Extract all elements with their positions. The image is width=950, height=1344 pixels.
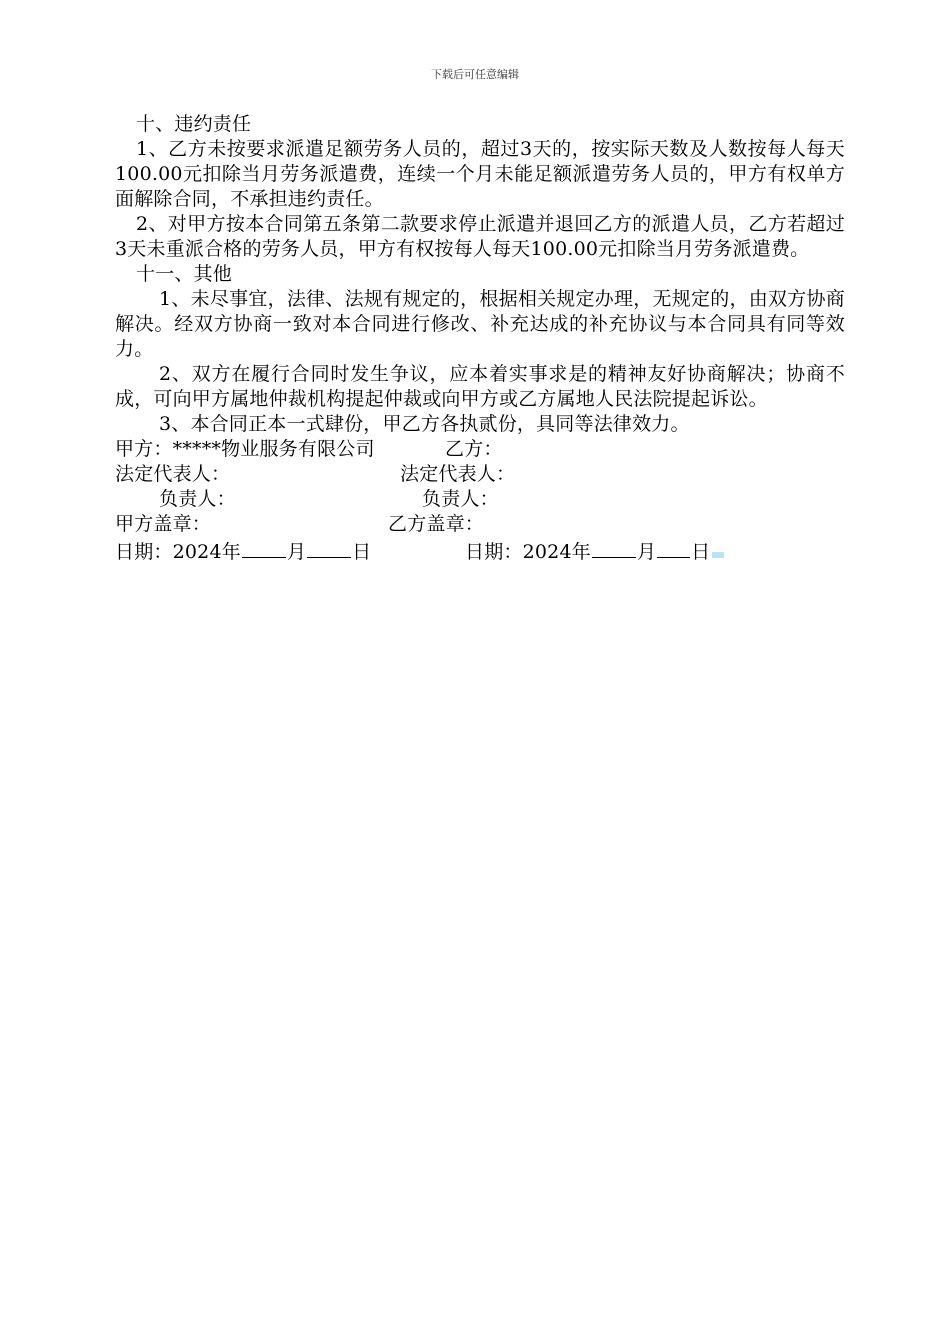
month-unit-a: 月 xyxy=(286,541,307,563)
date-label-b: 日期： xyxy=(465,541,523,563)
signature-party-row xyxy=(115,437,845,462)
party-a-responsible: 负责人： xyxy=(159,488,236,510)
section-11-paragraph-2: 2、双方在履行合同时发生争议，应本着实事求是的精神友好协商解决；协商不成，可向甲方属地仲裁机构提起仲裁或向甲方或乙方属地人民法院提起诉讼。 xyxy=(115,363,845,410)
party-a-legal-rep: 法定代表人： xyxy=(115,463,231,485)
signature-rep-row xyxy=(115,462,845,487)
date-label-a: 日期： xyxy=(115,541,173,563)
party-b-legal-rep: 法定代表人： xyxy=(400,463,516,485)
year-b: 2024 xyxy=(522,541,572,563)
section-10-title: 十、违约责任 xyxy=(136,113,252,135)
section-11-title: 十一、其他 xyxy=(136,263,233,285)
year-a: 2024 xyxy=(172,541,222,563)
section-11-paragraph-1: 1、未尽事宜，法律、法规有规定的，根据相关规定办理，无规定的，由双方协商解决。经双方协商一致对本合同进行修改、补充达成的补充协议与本合同具有同等效力。 xyxy=(115,288,845,360)
signature-seal-row xyxy=(115,512,845,537)
day-unit-b: 日 xyxy=(691,541,711,563)
signature-resp-row xyxy=(115,487,845,512)
party-b-responsible: 负责人： xyxy=(422,488,499,510)
section-11-paragraph-3: 3、本合同正本一式肆份，甲乙方各执贰份，具同等法律效力。 xyxy=(159,413,690,435)
day-unit-a: 日 xyxy=(352,541,372,563)
party-b-seal: 乙方盖章： xyxy=(388,513,485,535)
party-b-name: 乙方： xyxy=(445,438,503,460)
day-blank-b[interactable] xyxy=(657,537,690,558)
party-a-seal: 甲方盖章： xyxy=(115,513,212,535)
section-10-paragraph-1: 1、乙方未按要求派遣足额劳务人员的，超过3天的，按实际天数及人数按每人每天100.00元扣除当月劳务派遣费，连续一个月未能足额派遣劳务人员的，甲方有权单方面解除合同，不承担违约责任。 xyxy=(115,138,845,210)
day-blank-a[interactable] xyxy=(307,537,351,558)
page-header: 下载后可任意编辑 xyxy=(431,68,519,81)
section-10-paragraph-2: 2、对甲方按本合同第五条第二款要求停止派遣并退回乙方的派遣人员，乙方若超过3天未重派合格的劳务人员，甲方有权按每人每天100.00元扣除当月劳务派遣费。 xyxy=(115,213,845,260)
month-blank-a[interactable] xyxy=(242,537,286,558)
party-b-date xyxy=(465,537,724,565)
party-a-date xyxy=(115,537,465,565)
year-unit-b: 年 xyxy=(571,541,591,563)
year-unit-a: 年 xyxy=(221,541,241,563)
document-body xyxy=(115,112,845,565)
month-blank-b[interactable] xyxy=(592,537,636,558)
party-a-name: 甲方：*****物业服务有限公司 xyxy=(115,438,375,460)
month-unit-b: 月 xyxy=(636,541,657,563)
signature-date-row xyxy=(115,537,845,565)
text-cursor-marker xyxy=(712,552,724,558)
